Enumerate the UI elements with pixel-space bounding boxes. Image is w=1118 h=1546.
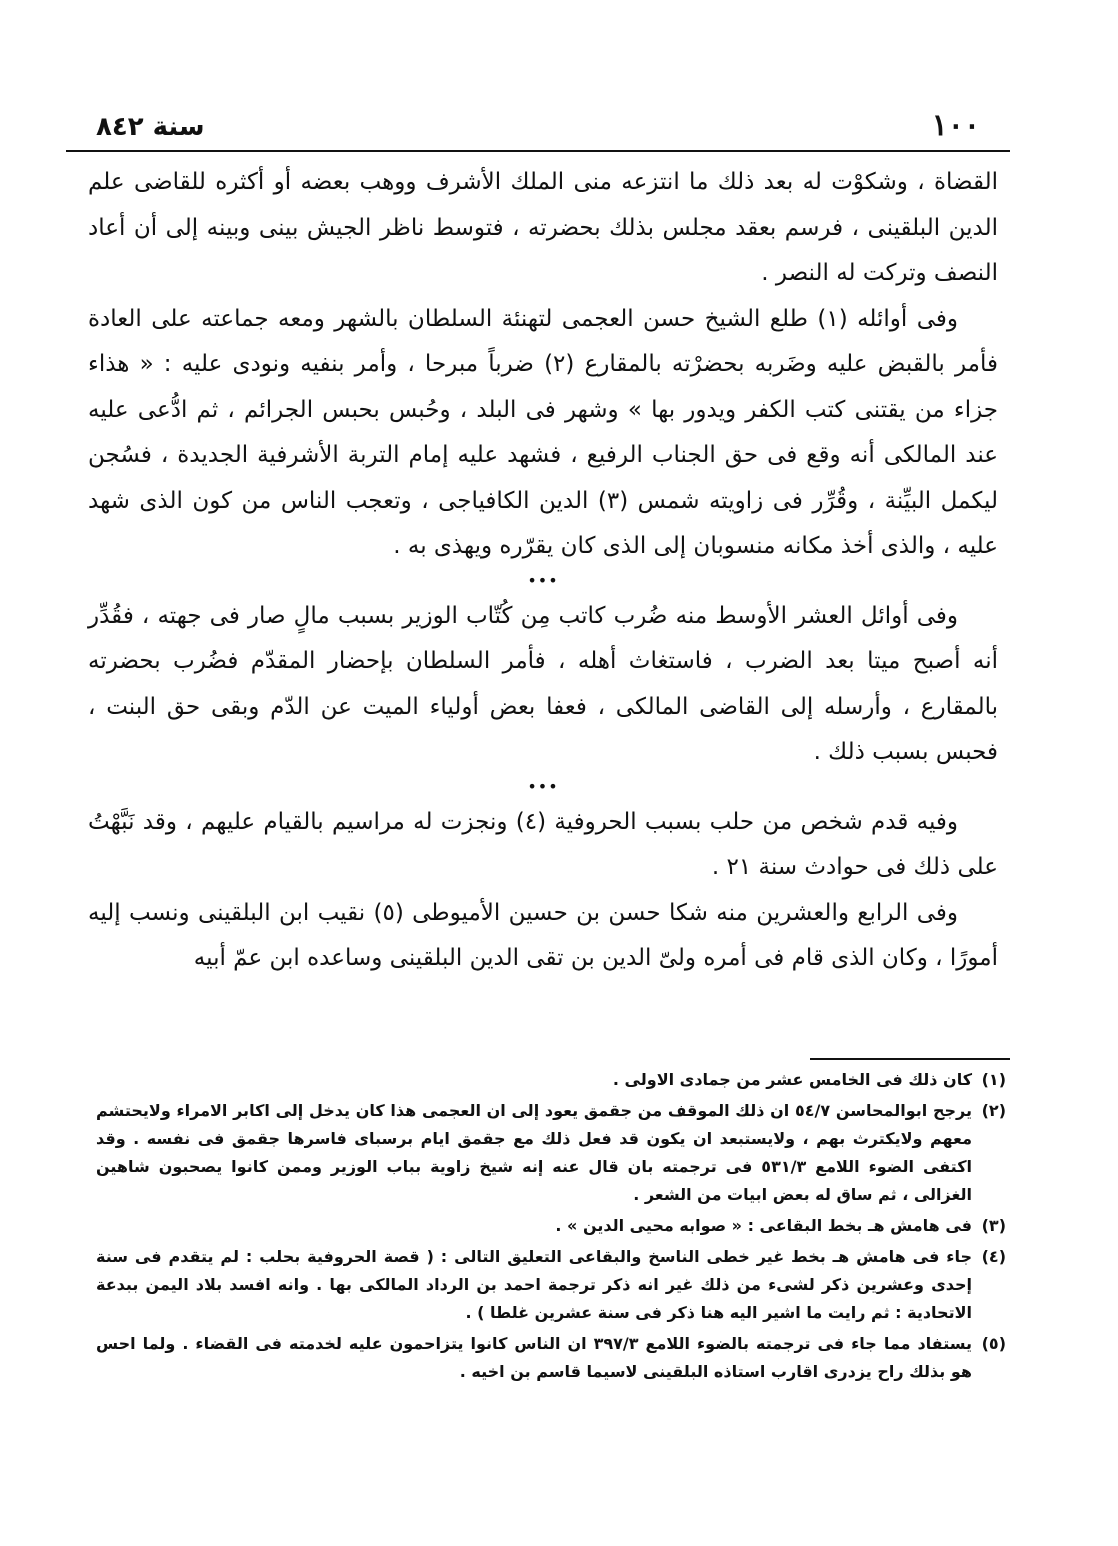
footnote [96,1097,1006,1209]
footnote-text: كان ذلك فى الخامس عشر من جمادى الاولى . [612,1070,972,1089]
section-separator: ••• [527,776,559,796]
footnote [96,1330,1006,1386]
main-text [88,160,998,982]
section-separator: ••• [527,570,559,590]
header-rule [66,150,1010,152]
paragraph: وفيه قدم شخص من حلب بسبب الحروفية (٤) ونجزت له مراسيم بالقيام عليهم ، وقد نَبَّهْتُ على ذلك فى حوادث سنة ٢١ . [88,808,998,880]
footnote-text: جاء فى هامش هـ بخط غير خطى الناسخ والبقاعى التعليق التالى : ( قصة الحروفية بحلب : لم يتقدم فى سنة إحدى وعشرين ذكر لشىء من ذلك غير انه ذكر ترجمة احمد بن الرداد المالكى بها . وانه افسد بلاد اليمن ببدعة الاتحادية : ثم رايت ما اشير اليه هنا ذكر فى سنة عشرين غلطا ) . [96,1247,972,1322]
footnote-mark: (٥) [981,1334,1006,1353]
footnote-text: فى هامش هـ بخط البقاعى : « صوابه محيى الدين » . [555,1216,972,1235]
footnotes [96,1066,1006,1389]
page-header [66,108,1010,150]
footnote-mark: (٤) [981,1247,1006,1266]
paragraph: القضاة ، وشكوْت له بعد ذلك ما انتزعه منى الملك الأشرف ووهب بعضه أو أكثره للقاضى علم الدين البلقينى ، فرسم بعقد مجلس بذلك بحضرته ، فتوسط ناظر الجيش بينى وبينه إلى أن أعاد النصف وتركت له النصر . [88,169,998,286]
footnote [96,1066,1006,1094]
footnote [96,1243,1006,1327]
footnote-mark: (٢) [981,1101,1006,1120]
paragraph: وفى أوائل العشر الأوسط منه ضُرب كاتب مِن كُتّاب الوزير بسبب مالٍ صار فى جهته ، فقُدِّر أنه أصبح ميتا بعد الضرب ، فاستغاث أهله ، فأمر السلطان بإحضار المقدّم فضُرب بحضرته بالمقارع ، وأرسله إلى القاضى المالكى ، فعفا بعض أولياء الميت عن الدّم وبقى حق البنت ، فحبس بسبب ذلك . [88,602,998,765]
footnote-text: يرجح ابوالمحاسن ٥٤/٧ ان ذلك الموقف من جقمق يعود إلى ان العجمى هذا كان يدخل إلى اكابر الامراء ولايحتشم معهم ولايكترث بهم ، ولايستبعد ان يكون قد فعل ذلك مع جقمق ايام برسباى فاسرها جقمق فى نفسه . وقد اكتفى الضوء اللامع ٥٣١/٣ فى ترجمته بان قال عنه إنه شيخ زاوية بباب الوزير وممن كانوا يصحبون شاهين الغزالى ، ثم ساق له بعض ابيات من الشعر . [96,1101,973,1204]
footnote-text: يستفاد مما جاء فى ترجمته بالضوء اللامع ٣٩٧/٣ ان الناس كانوا يتزاحمون عليه لخدمته فى القضاء . ولما احس هو بذلك راح يزدرى اقارب استاذه البلقينى لاسيما قاسم بن اخيه . [96,1334,973,1381]
footnote [96,1212,1006,1240]
page-number: ١٠٠ [931,108,980,143]
paragraph: وفى الرابع والعشرين منه شكا حسن بن حسين الأميوطى (٥) نقيب ابن البلقينى ونسب إليه أمورًا ، وكان الذى قام فى أمره ولىّ الدين بن تقى الدين البلقينى وساعده ابن عمّ أبيه [88,899,998,971]
footnote-rule [810,1058,1010,1060]
running-head-year: سنة ٨٤٢ [96,112,205,142]
footnote-mark: (٣) [981,1216,1006,1235]
paragraph: وفى أوائله (١) طلع الشيخ حسن العجمى لتهنئة السلطان بالشهر ومعه جماعته على العادة فأمر بالقبض عليه وضَربه بحضرْته بالمقارع (٢) ضرباً مبرحا ، وأمر بنفيه ونودى عليه : « هذاء جزاء من يقتنى كتب الكفر ويدور بها » وشهر فى البلد ، وحُبس بحبس الجرائم ، ثم ادُّعى عليه عند المالكى أنه وقع فى حق الجناب الرفيع ، فشهد عليه إمام التربة الأشرفية الجديدة ، فسُجن ليكمل البيِّنة ، وقُرِّر فى زاويته شمس (٣) الدين الكافياجى ، وتعجب الناس من كون الذى شهد عليه ، والذى أخذ مكانه منسوبان إلى الذى كان يقرّره ويهذى به . [88,305,998,559]
footnote-mark: (١) [981,1070,1006,1089]
